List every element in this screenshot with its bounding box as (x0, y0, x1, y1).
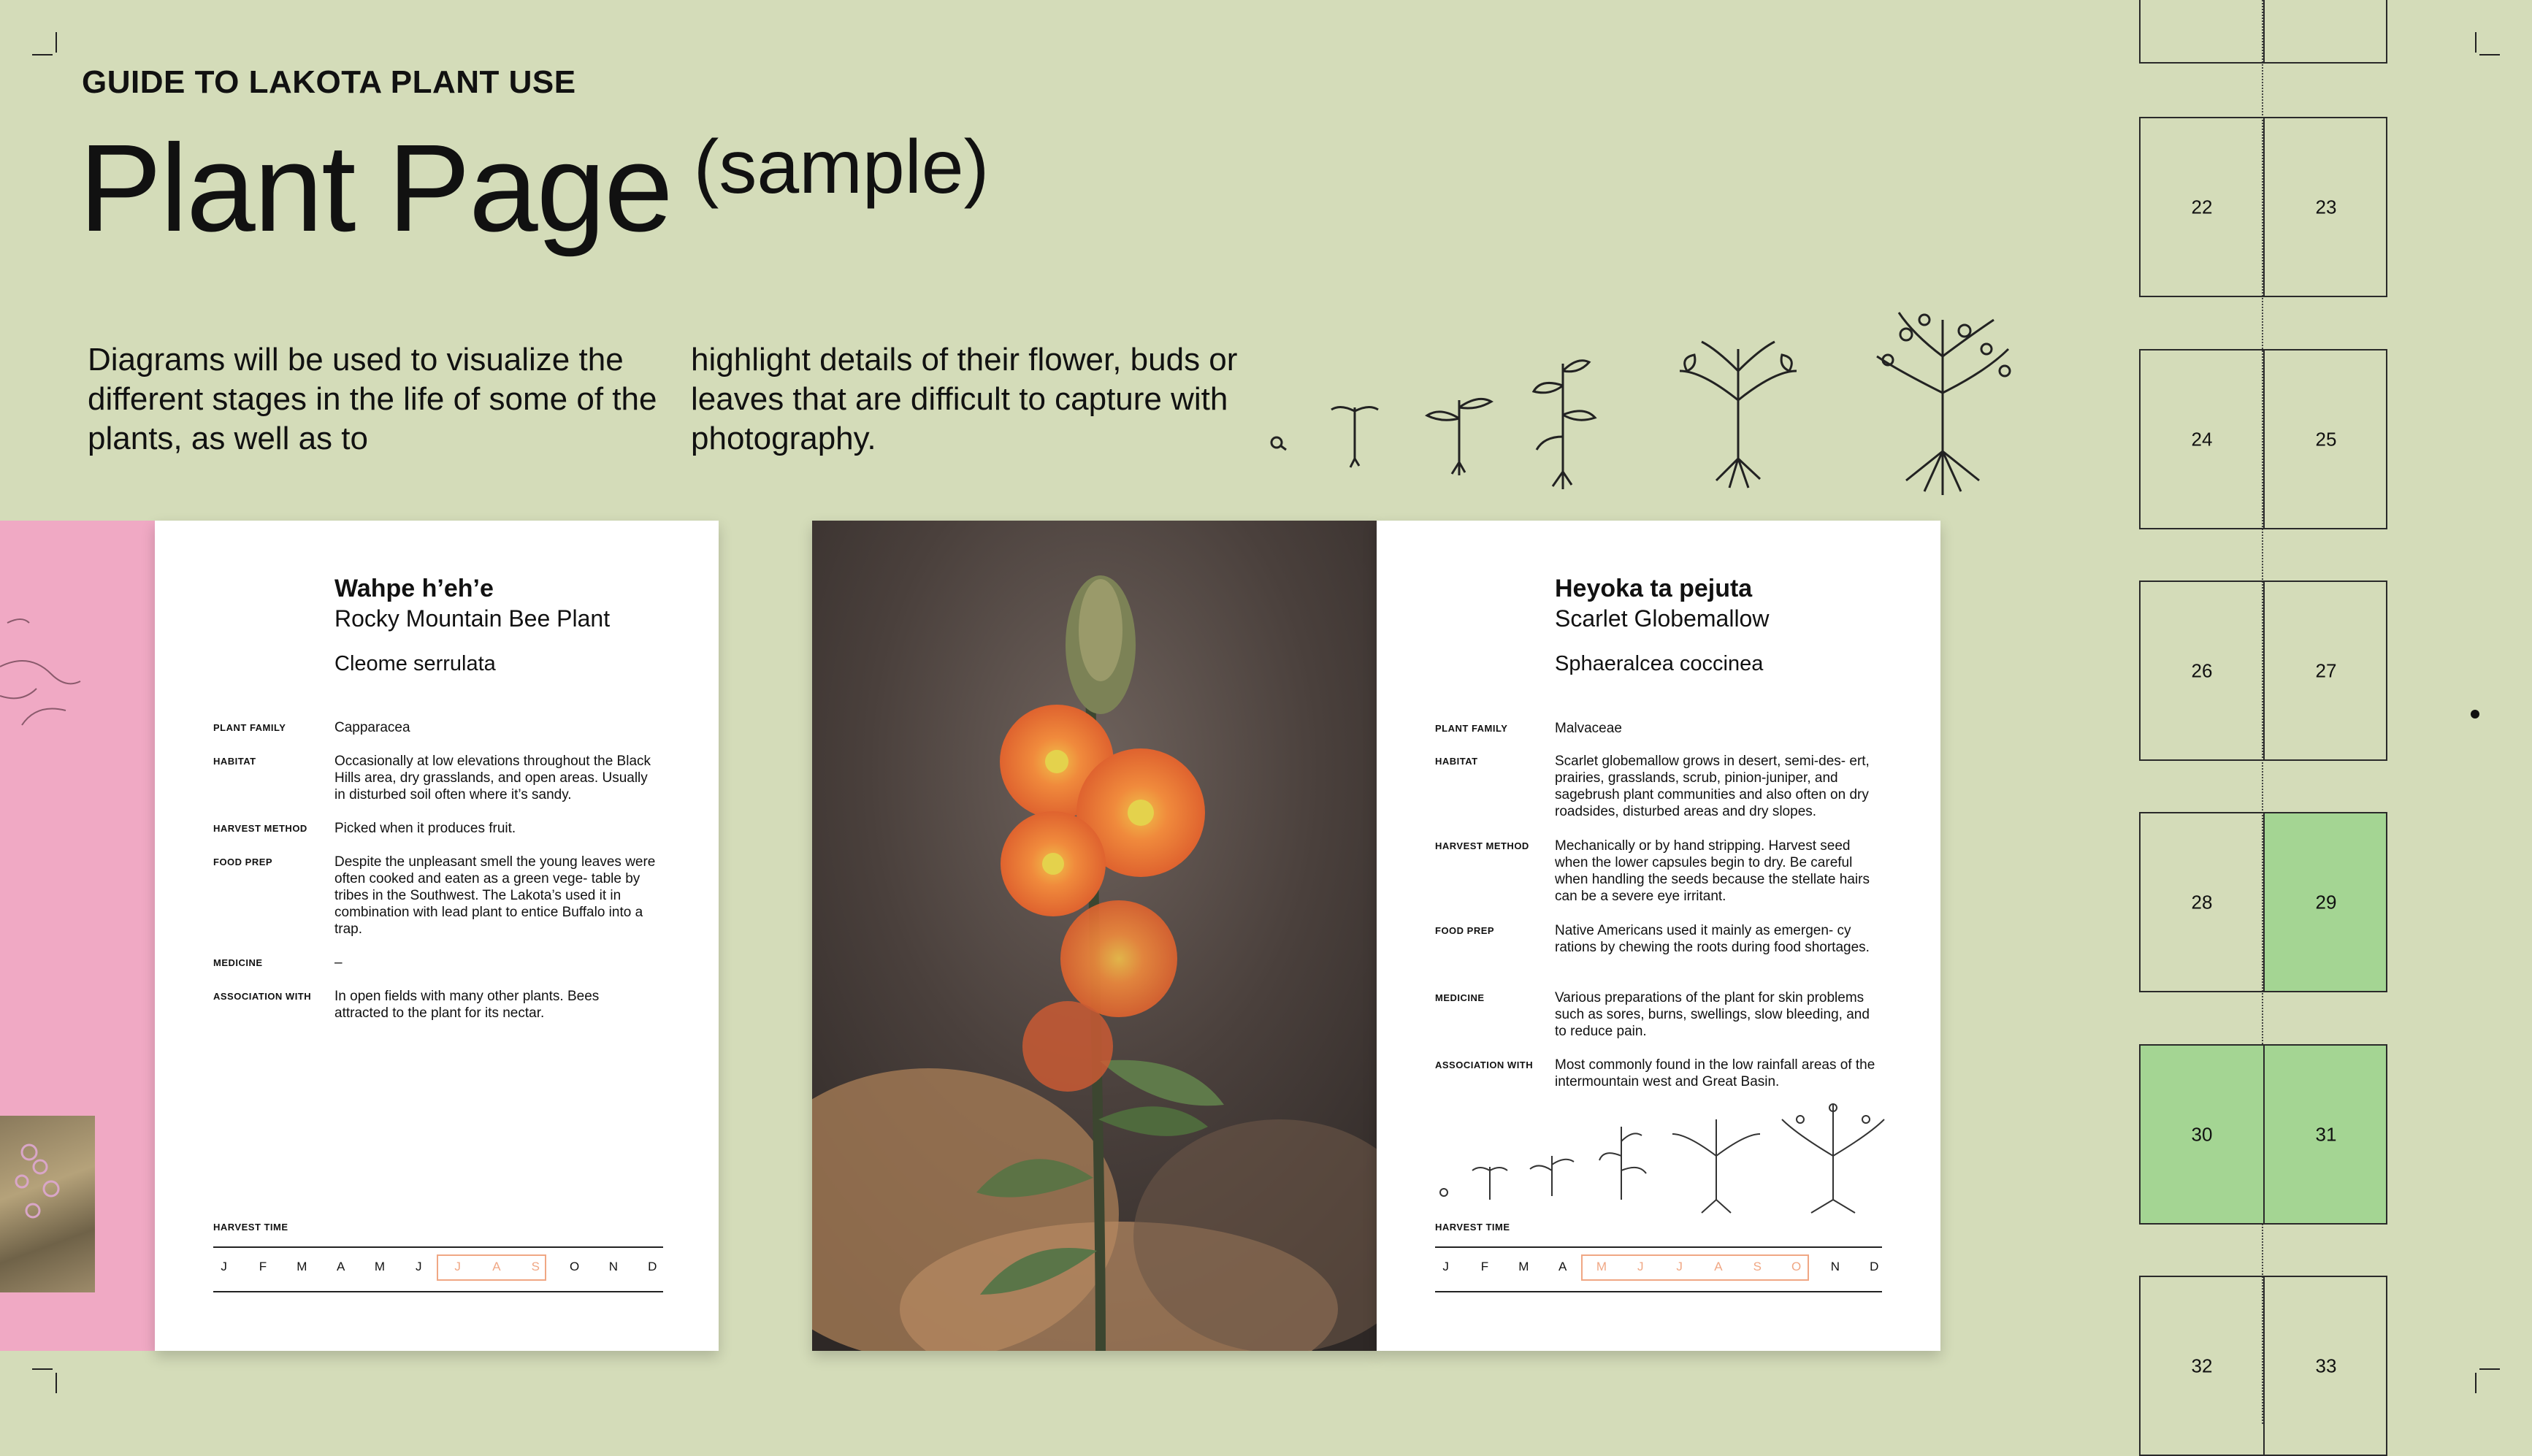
info-value: Despite the unpleasant smell the young leaves were often cooked and eaten as a green vege- table by tribes in the Southwest. The Lakota’s used it in combination with lead plant to entice Buffalo into a trap. (334, 854, 656, 937)
harvest-month: M (1518, 1260, 1529, 1273)
harvest-time-label: HARVEST TIME (1435, 1222, 1510, 1233)
harvest-month: M (1596, 1260, 1607, 1273)
intro-column-1: Diagrams will be used to visualize the different stages in the life of some of the plants, as well as to (88, 342, 657, 456)
info-label: HABITAT (213, 756, 256, 767)
page-divider (2263, 582, 2265, 759)
page-number: 30 (2191, 1123, 2213, 1145)
harvest-month: S (1753, 1260, 1762, 1273)
page-thumbnail[interactable] (2139, 349, 2387, 529)
harvest-month: A (492, 1260, 501, 1273)
intro-column-2: highlight details of their flower, buds or leaves that are difficult to capture with photography. (691, 342, 1238, 456)
info-value: Malvaceae (1555, 721, 1622, 736)
info-label: ASSOCIATION WITH (213, 991, 312, 1002)
mature-plant-stage-icon (1680, 342, 1797, 488)
flowering-plant-stage-icon (1877, 313, 2010, 495)
page-number: 32 (2191, 1355, 2213, 1376)
page-number: 31 (2315, 1123, 2337, 1145)
guide-eyebrow: GUIDE TO LAKOTA PLANT USE (82, 64, 576, 100)
page-thumbnail-right (2264, 0, 2386, 62)
harvest-month: N (1830, 1260, 1840, 1273)
growth-stages-mini-illustration (1435, 1097, 1888, 1214)
seedling-stage-icon (1427, 399, 1491, 475)
info-value: Occasionally at low elevations throughout the Black Hills area, dry grasslands, and open areas. Usually in disturbed soil often where it’s sandy. (334, 754, 651, 802)
crop-mark (2479, 1368, 2500, 1370)
info-value: Picked when it produces fruit. (334, 821, 516, 836)
info-value: Mechanically or by hand stripping. Harvest seed when the lower capsules begin to dry. Be careful when handling the seeds because the stellate hairs can be a severe eye irritant. (1555, 838, 1870, 904)
page-thumbnail[interactable] (2139, 581, 2387, 761)
harvest-month: M (374, 1260, 386, 1273)
page-divider (2263, 813, 2265, 991)
harvest-month: A (1558, 1260, 1567, 1273)
info-value: Capparacea (334, 720, 410, 735)
page-number: 26 (2191, 659, 2213, 681)
sprout-stage-icon (1331, 407, 1378, 467)
info-value: In open fields with many other plants. Bees attracted to the plant for its nectar. (334, 989, 600, 1021)
harvest-month: J (454, 1260, 461, 1273)
page-thumbnail[interactable] (2139, 117, 2387, 297)
crop-mark (2479, 54, 2500, 55)
info-label: FOOD PREP (213, 857, 273, 867)
page-thumbnail[interactable] (2139, 812, 2387, 992)
info-value: Scarlet globemallow grows in desert, semi-des- ert, prairies, grasslands, scrub, pinion-juniper, and sagebrush plant communities and also often on dry roadsides, disturbed areas and dry slopes. (1555, 754, 1870, 819)
page-number: 33 (2315, 1355, 2337, 1376)
bee-plant-photo-thumbnail (0, 1116, 95, 1292)
page-thumbnail[interactable] (2139, 0, 2387, 64)
crop-mark (32, 1368, 53, 1370)
latin-name: Sphaeralcea coccinea (1555, 652, 1764, 675)
harvest-months (204, 1260, 672, 1274)
page-number: 23 (2315, 196, 2337, 218)
plant-growth-stages-illustration (1263, 291, 2038, 495)
page-divider (2263, 1277, 2265, 1455)
page-title-main: Plant Page (79, 119, 672, 258)
info-value: – (334, 955, 343, 970)
harvest-rule-bottom (213, 1291, 663, 1292)
page-number: 22 (2191, 196, 2213, 218)
right-plant-page (1377, 521, 1940, 1351)
seed-stage-icon (1271, 437, 1286, 450)
page-divider (2263, 350, 2265, 528)
english-name: Scarlet Globemallow (1555, 605, 1770, 632)
info-label: HABITAT (1435, 756, 1478, 767)
page-divider (2263, 118, 2265, 296)
info-label: PLANT FAMILY (1435, 723, 1508, 734)
harvest-month: D (648, 1260, 657, 1273)
info-label: PLANT FAMILY (213, 722, 286, 733)
crop-mark (2475, 1373, 2476, 1393)
harvest-time-label: HARVEST TIME (213, 1222, 288, 1233)
info-label: MEDICINE (213, 957, 263, 968)
registration-dot (2471, 710, 2479, 719)
plant-sketch-illustration (0, 579, 155, 798)
harvest-rule-bottom (1435, 1291, 1882, 1292)
info-value: Native Americans used it mainly as emergen- cy rations by chewing the roots during food shortages. (1555, 923, 1870, 955)
page-divider (2263, 1046, 2265, 1223)
page-divider (2263, 0, 2265, 62)
info-label: HARVEST METHOD (213, 823, 307, 834)
english-name: Rocky Mountain Bee Plant (334, 605, 611, 632)
latin-name: Cleome serrulata (334, 652, 496, 675)
info-value: Various preparations of the plant for skin problems such as sores, burns, swellings, slow bleeding, and to reduce pain. (1555, 990, 1870, 1039)
common-name: Wahpe h’eh’e (334, 575, 494, 602)
info-value: Most commonly found in the low rainfall areas of the intermountain west and Great Basin. (1555, 1057, 1875, 1089)
crop-mark (2475, 32, 2476, 53)
harvest-month: O (1791, 1260, 1802, 1273)
page-number: 27 (2315, 659, 2337, 681)
harvest-months (1426, 1260, 1894, 1274)
page-number: 29 (2315, 891, 2337, 913)
common-name: Heyoka ta pejuta (1555, 575, 1753, 602)
harvest-month: D (1870, 1260, 1879, 1273)
crop-mark (56, 32, 57, 53)
harvest-month: O (570, 1260, 580, 1273)
harvest-month: A (1714, 1260, 1723, 1273)
harvest-month: F (259, 1260, 267, 1273)
info-label: MEDICINE (1435, 992, 1485, 1003)
harvest-month: J (1442, 1260, 1449, 1273)
harvest-month: A (336, 1260, 345, 1273)
harvest-month: F (1480, 1260, 1489, 1273)
harvest-month: J (416, 1260, 422, 1273)
crop-mark (32, 54, 53, 55)
info-label: ASSOCIATION WITH (1435, 1060, 1534, 1070)
harvest-month: J (221, 1260, 227, 1273)
left-plant-page (155, 521, 719, 1351)
young-plant-stage-icon (1534, 361, 1595, 489)
page-thumbnail[interactable] (2139, 1044, 2387, 1225)
page-thumbnail[interactable] (2139, 1276, 2387, 1456)
harvest-month: M (297, 1260, 307, 1273)
page-thumbnail-left (2141, 0, 2264, 62)
info-label: FOOD PREP (1435, 925, 1495, 936)
info-label: HARVEST METHOD (1435, 840, 1529, 851)
harvest-month: S (531, 1260, 540, 1273)
harvest-rule-top (213, 1246, 663, 1248)
page-number: 28 (2191, 891, 2213, 913)
harvest-month: J (1676, 1260, 1683, 1273)
harvest-month: J (1637, 1260, 1644, 1273)
page-number: 25 (2315, 428, 2337, 450)
harvest-rule-top (1435, 1246, 1882, 1248)
crop-mark (56, 1373, 57, 1393)
harvest-month: N (608, 1260, 619, 1273)
page-number: 24 (2191, 428, 2213, 450)
scarlet-globemallow-photo (812, 521, 1377, 1351)
page-title (79, 117, 989, 260)
page-title-suffix: (sample) (693, 125, 990, 210)
